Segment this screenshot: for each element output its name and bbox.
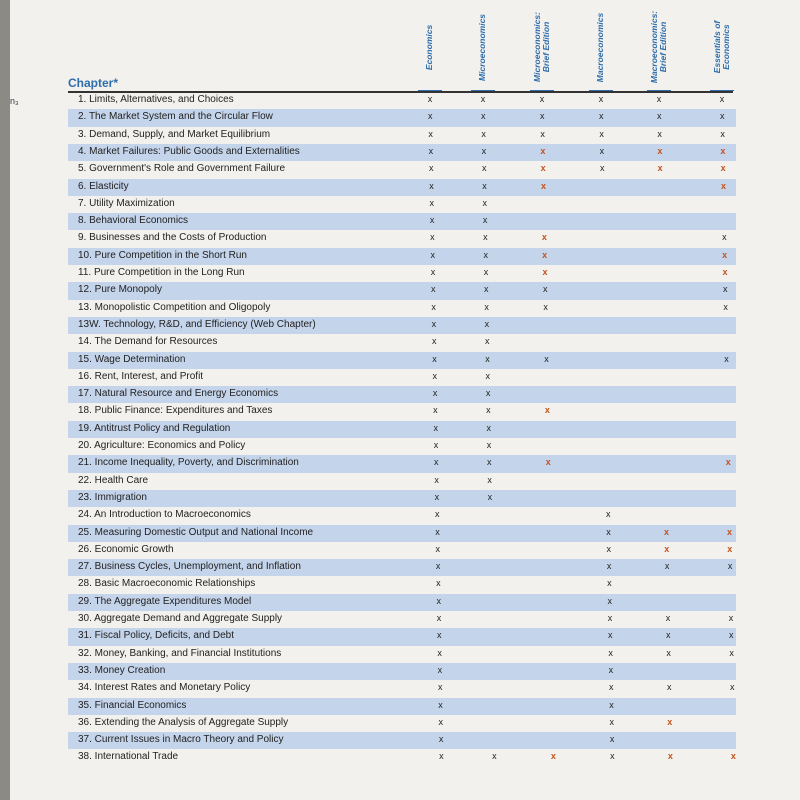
inclusion-mark: x xyxy=(608,664,614,675)
column-header: Macroeconomics: Brief Edition xyxy=(649,10,668,84)
inclusion-mark: x xyxy=(550,751,556,762)
table-row xyxy=(68,455,736,472)
inclusion-mark: x xyxy=(429,197,435,208)
chapter-label: 20. Agriculture: Economics and Policy xyxy=(78,440,246,451)
inclusion-mark: x xyxy=(609,699,614,710)
inclusion-mark: x xyxy=(483,232,488,243)
table-row xyxy=(68,542,736,559)
inclusion-mark: x xyxy=(730,751,736,762)
inclusion-mark: x xyxy=(729,630,734,641)
inclusion-mark: x xyxy=(439,751,444,762)
inclusion-mark: x xyxy=(657,111,662,122)
inclusion-mark: x xyxy=(729,682,735,693)
column-headers xyxy=(10,0,800,95)
inclusion-mark: x xyxy=(481,128,486,139)
chapter-label: 26. Economic Growth xyxy=(78,543,174,555)
table-row xyxy=(68,230,736,247)
chapter-column-title: Chapter* xyxy=(68,76,119,90)
table-row xyxy=(68,490,736,507)
inclusion-mark: x xyxy=(487,457,492,468)
book-page xyxy=(10,0,800,800)
inclusion-mark: x xyxy=(434,457,439,468)
page-edge-mark: n₃ xyxy=(10,96,19,106)
table-row xyxy=(68,386,736,403)
inclusion-mark: x xyxy=(485,353,490,364)
table-row xyxy=(68,248,736,265)
chapter-label: 6. Elasticity xyxy=(78,180,129,192)
inclusion-mark: x xyxy=(542,267,548,277)
inclusion-mark: x xyxy=(433,422,438,433)
inclusion-mark: x xyxy=(482,180,487,191)
chapter-label: 29. The Aggregate Expenditures Model xyxy=(78,595,252,607)
table-row xyxy=(68,507,736,524)
inclusion-mark: x xyxy=(606,561,612,572)
inclusion-mark: x xyxy=(657,145,663,156)
inclusion-mark: x xyxy=(540,145,546,156)
inclusion-mark: x xyxy=(720,128,725,139)
inclusion-mark: x xyxy=(481,163,487,174)
inclusion-mark: x xyxy=(429,215,435,226)
inclusion-mark: x xyxy=(599,128,604,139)
inclusion-mark: x xyxy=(719,94,725,104)
chapter-label: 28. Basic Macroeconomic Relationships xyxy=(78,578,256,590)
inclusion-mark: x xyxy=(428,128,433,139)
inclusion-mark: x xyxy=(543,284,548,295)
inclusion-mark: x xyxy=(435,526,440,537)
chapter-label: 13. Monopolistic Competition and Oligopoly xyxy=(78,301,271,313)
chapter-label: 9. Businesses and the Costs of Production xyxy=(78,232,267,244)
chapter-label: 5. Government's Role and Government Failure xyxy=(78,163,286,175)
column-header: Microeconomics: Brief Edition xyxy=(532,12,551,82)
chapter-label: 36. Extending the Analysis of Aggregate Supply xyxy=(78,716,289,728)
table-row xyxy=(68,421,736,438)
inclusion-mark: x xyxy=(540,111,545,122)
inclusion-mark: x xyxy=(657,128,662,139)
inclusion-mark: x xyxy=(484,318,490,329)
inclusion-mark: x xyxy=(605,509,611,520)
inclusion-mark: x xyxy=(540,128,545,139)
inclusion-mark: x xyxy=(656,94,662,104)
chapter-label: 10. Pure Competition in the Short Run xyxy=(78,249,247,261)
table-row xyxy=(68,369,736,386)
inclusion-mark: x xyxy=(545,457,551,468)
inclusion-mark: x xyxy=(487,491,493,502)
inclusion-mark: x xyxy=(608,630,613,641)
inclusion-mark: x xyxy=(539,94,545,104)
inclusion-mark: x xyxy=(434,474,439,485)
inclusion-mark: x xyxy=(430,232,435,243)
inclusion-mark: x xyxy=(437,682,443,693)
chapter-label: 16. Rent, Interest, and Profit xyxy=(78,370,204,382)
inclusion-mark: x xyxy=(607,578,612,589)
inclusion-mark: x xyxy=(486,405,491,416)
chapter-label: 11. Pure Competition in the Long Run xyxy=(78,267,245,278)
table-row xyxy=(68,196,736,213)
table-row xyxy=(68,282,736,299)
table-row xyxy=(68,732,736,749)
chapter-label: 31. Fiscal Policy, Deficits, and Debt xyxy=(78,630,234,642)
table-row xyxy=(68,473,736,490)
inclusion-mark: x xyxy=(607,613,613,623)
inclusion-mark: x xyxy=(431,284,436,295)
inclusion-mark: x xyxy=(480,94,486,104)
inclusion-mark: x xyxy=(722,249,728,260)
chapter-label: 38. International Trade xyxy=(78,751,179,763)
inclusion-mark: x xyxy=(435,543,441,554)
inclusion-mark: x xyxy=(487,474,492,485)
chapter-label: 8. Behavioral Economics xyxy=(78,215,189,227)
inclusion-mark: x xyxy=(608,647,613,658)
table-row xyxy=(68,161,736,178)
inclusion-mark: x xyxy=(664,561,670,572)
table-row xyxy=(68,127,736,144)
chapter-label: 22. Health Care xyxy=(78,474,149,486)
chapter-label: 3. Demand, Supply, and Market Equilibrium xyxy=(78,128,271,140)
inclusion-mark: x xyxy=(723,284,728,295)
inclusion-mark: x xyxy=(434,491,440,502)
table-row xyxy=(68,628,736,645)
inclusion-mark: x xyxy=(429,180,434,191)
inclusion-mark: x xyxy=(544,353,549,364)
table-row xyxy=(68,213,736,230)
chapter-label: 12. Pure Monopoly xyxy=(78,284,162,296)
inclusion-mark: x xyxy=(722,232,727,243)
table-row xyxy=(68,144,736,161)
inclusion-mark: x xyxy=(438,734,444,745)
inclusion-mark: x xyxy=(483,267,489,277)
table-row xyxy=(68,576,736,593)
inclusion-mark: x xyxy=(729,647,734,658)
chapter-label: 4. Market Failures: Public Goods and Externalities xyxy=(78,145,300,157)
inclusion-mark: x xyxy=(724,353,729,364)
inclusion-mark: x xyxy=(610,751,615,762)
table-row xyxy=(68,317,736,334)
inclusion-mark: x xyxy=(544,405,550,416)
table-row xyxy=(68,663,736,680)
inclusion-mark: x xyxy=(667,716,673,727)
inclusion-mark: x xyxy=(727,543,733,554)
table-row xyxy=(68,698,736,715)
inclusion-mark: x xyxy=(540,180,546,191)
inclusion-mark: x xyxy=(484,336,490,347)
inclusion-mark: x xyxy=(492,751,497,762)
inclusion-mark: x xyxy=(432,370,438,381)
inclusion-mark: x xyxy=(599,163,605,174)
chapter-label: 1. Limits, Alternatives, and Choices xyxy=(78,94,234,105)
chapter-label: 2. The Market System and the Circular Flow xyxy=(78,111,273,123)
inclusion-mark: x xyxy=(543,301,548,312)
inclusion-mark: x xyxy=(437,664,443,675)
inclusion-mark: x xyxy=(433,440,439,450)
inclusion-mark: x xyxy=(666,682,672,693)
inclusion-mark: x xyxy=(427,94,433,104)
inclusion-mark: x xyxy=(430,249,435,260)
inclusion-mark: x xyxy=(432,353,437,364)
inclusion-mark: x xyxy=(657,163,663,174)
inclusion-mark: x xyxy=(599,111,604,122)
inclusion-mark: x xyxy=(664,543,670,554)
inclusion-mark: x xyxy=(432,388,438,399)
inclusion-mark: x xyxy=(428,145,434,156)
inclusion-mark: x xyxy=(485,370,491,381)
inclusion-mark: x xyxy=(430,267,436,277)
inclusion-mark: x xyxy=(485,388,491,399)
chapter-label: 18. Public Finance: Expenditures and Taxes xyxy=(78,405,273,417)
chapter-label: 24. An Introduction to Macroeconomics xyxy=(78,509,251,521)
inclusion-mark: x xyxy=(726,526,732,537)
inclusion-mark: x xyxy=(438,699,443,710)
inclusion-mark: x xyxy=(435,561,441,572)
inclusion-mark: x xyxy=(608,682,614,693)
inclusion-mark: x xyxy=(486,422,491,433)
inclusion-mark: x xyxy=(720,163,726,174)
column-header: Macroeconomics xyxy=(595,12,606,82)
inclusion-mark: x xyxy=(431,336,437,347)
chapter-label: 23. Immigration xyxy=(78,491,147,503)
table-row xyxy=(68,594,736,611)
inclusion-mark: x xyxy=(436,595,441,606)
inclusion-mark: x xyxy=(607,595,612,606)
inclusion-mark: x xyxy=(482,215,488,226)
inclusion-mark: x xyxy=(727,561,733,572)
chapter-label: 27. Business Cycles, Unemployment, and Inflation xyxy=(78,561,301,573)
inclusion-mark: x xyxy=(722,267,728,277)
table-row xyxy=(68,646,736,663)
table-row xyxy=(68,680,736,697)
table-row xyxy=(68,352,736,369)
inclusion-mark: x xyxy=(666,647,671,658)
inclusion-mark: x xyxy=(483,249,488,260)
inclusion-mark: x xyxy=(720,145,726,156)
inclusion-mark: x xyxy=(663,526,669,537)
inclusion-mark: x xyxy=(540,163,546,174)
inclusion-mark: x xyxy=(599,145,605,156)
chapter-label: 19. Antitrust Policy and Regulation xyxy=(78,422,231,434)
inclusion-mark: x xyxy=(481,145,487,156)
inclusion-mark: x xyxy=(598,94,604,104)
table-row xyxy=(68,525,736,542)
column-header: Essentials of Economics xyxy=(712,20,731,74)
inclusion-mark: x xyxy=(434,509,440,520)
table-row xyxy=(68,749,736,766)
inclusion-mark: x xyxy=(606,526,611,537)
table-row xyxy=(68,179,736,196)
chapter-label: 37. Current Issues in Macro Theory and Policy xyxy=(78,734,284,746)
inclusion-mark: x xyxy=(720,180,726,191)
column-header: Microeconomics xyxy=(477,13,488,81)
table-row xyxy=(68,334,736,351)
table-row xyxy=(68,403,736,420)
inclusion-mark: x xyxy=(541,232,547,243)
chapter-label: 14. The Demand for Resources xyxy=(78,336,218,348)
table-row xyxy=(68,611,736,628)
inclusion-mark: x xyxy=(436,578,441,589)
inclusion-mark: x xyxy=(606,543,612,554)
inclusion-mark: x xyxy=(428,111,433,122)
inclusion-mark: x xyxy=(482,197,488,208)
inclusion-mark: x xyxy=(665,613,671,623)
chapter-label: 13W. Technology, R&D, and Efficiency (Web Chapter) xyxy=(78,318,316,330)
inclusion-mark: x xyxy=(484,284,489,295)
inclusion-mark: x xyxy=(667,751,673,762)
inclusion-mark: x xyxy=(437,630,442,641)
inclusion-mark: x xyxy=(436,613,442,623)
chapter-label: 17. Natural Resource and Energy Economics xyxy=(78,388,279,400)
chapter-label: 21. Income Inequality, Poverty, and Discrimination xyxy=(78,457,299,469)
inclusion-mark: x xyxy=(609,716,615,727)
inclusion-mark: x xyxy=(431,318,437,329)
chapter-label: 34. Interest Rates and Monetary Policy xyxy=(78,682,251,694)
inclusion-mark: x xyxy=(486,440,492,450)
column-header: Economics xyxy=(424,24,435,70)
chapter-label: 25. Measuring Domestic Output and National Income xyxy=(78,526,314,538)
chapter-label: 15. Wage Determination xyxy=(78,353,186,365)
chapter-label: 30. Aggregate Demand and Aggregate Supply xyxy=(78,613,283,624)
inclusion-mark: x xyxy=(542,249,548,260)
table-row xyxy=(68,265,736,282)
inclusion-mark: x xyxy=(433,405,438,416)
table-row xyxy=(68,559,736,576)
inclusion-mark: x xyxy=(431,301,436,312)
inclusion-mark: x xyxy=(437,647,442,658)
chapter-label: 35. Financial Economics xyxy=(78,699,187,711)
table-row xyxy=(68,715,736,732)
inclusion-mark: x xyxy=(484,301,489,312)
inclusion-mark: x xyxy=(438,716,444,727)
table-row xyxy=(68,438,736,455)
chapter-label: 32. Money, Banking, and Financial Institutions xyxy=(78,647,282,659)
table-row xyxy=(68,300,736,317)
inclusion-mark: x xyxy=(428,163,434,174)
inclusion-mark: x xyxy=(725,457,731,468)
inclusion-mark: x xyxy=(666,630,671,641)
inclusion-mark: x xyxy=(720,111,725,122)
table-row xyxy=(68,109,736,126)
inclusion-mark: x xyxy=(723,301,728,312)
inclusion-mark: x xyxy=(728,613,734,623)
inclusion-mark: x xyxy=(609,734,615,745)
table-row xyxy=(68,92,736,109)
chapter-label: 7. Utility Maximization xyxy=(78,197,175,209)
chapter-label: 33. Money Creation xyxy=(78,664,166,676)
inclusion-mark: x xyxy=(481,111,486,122)
